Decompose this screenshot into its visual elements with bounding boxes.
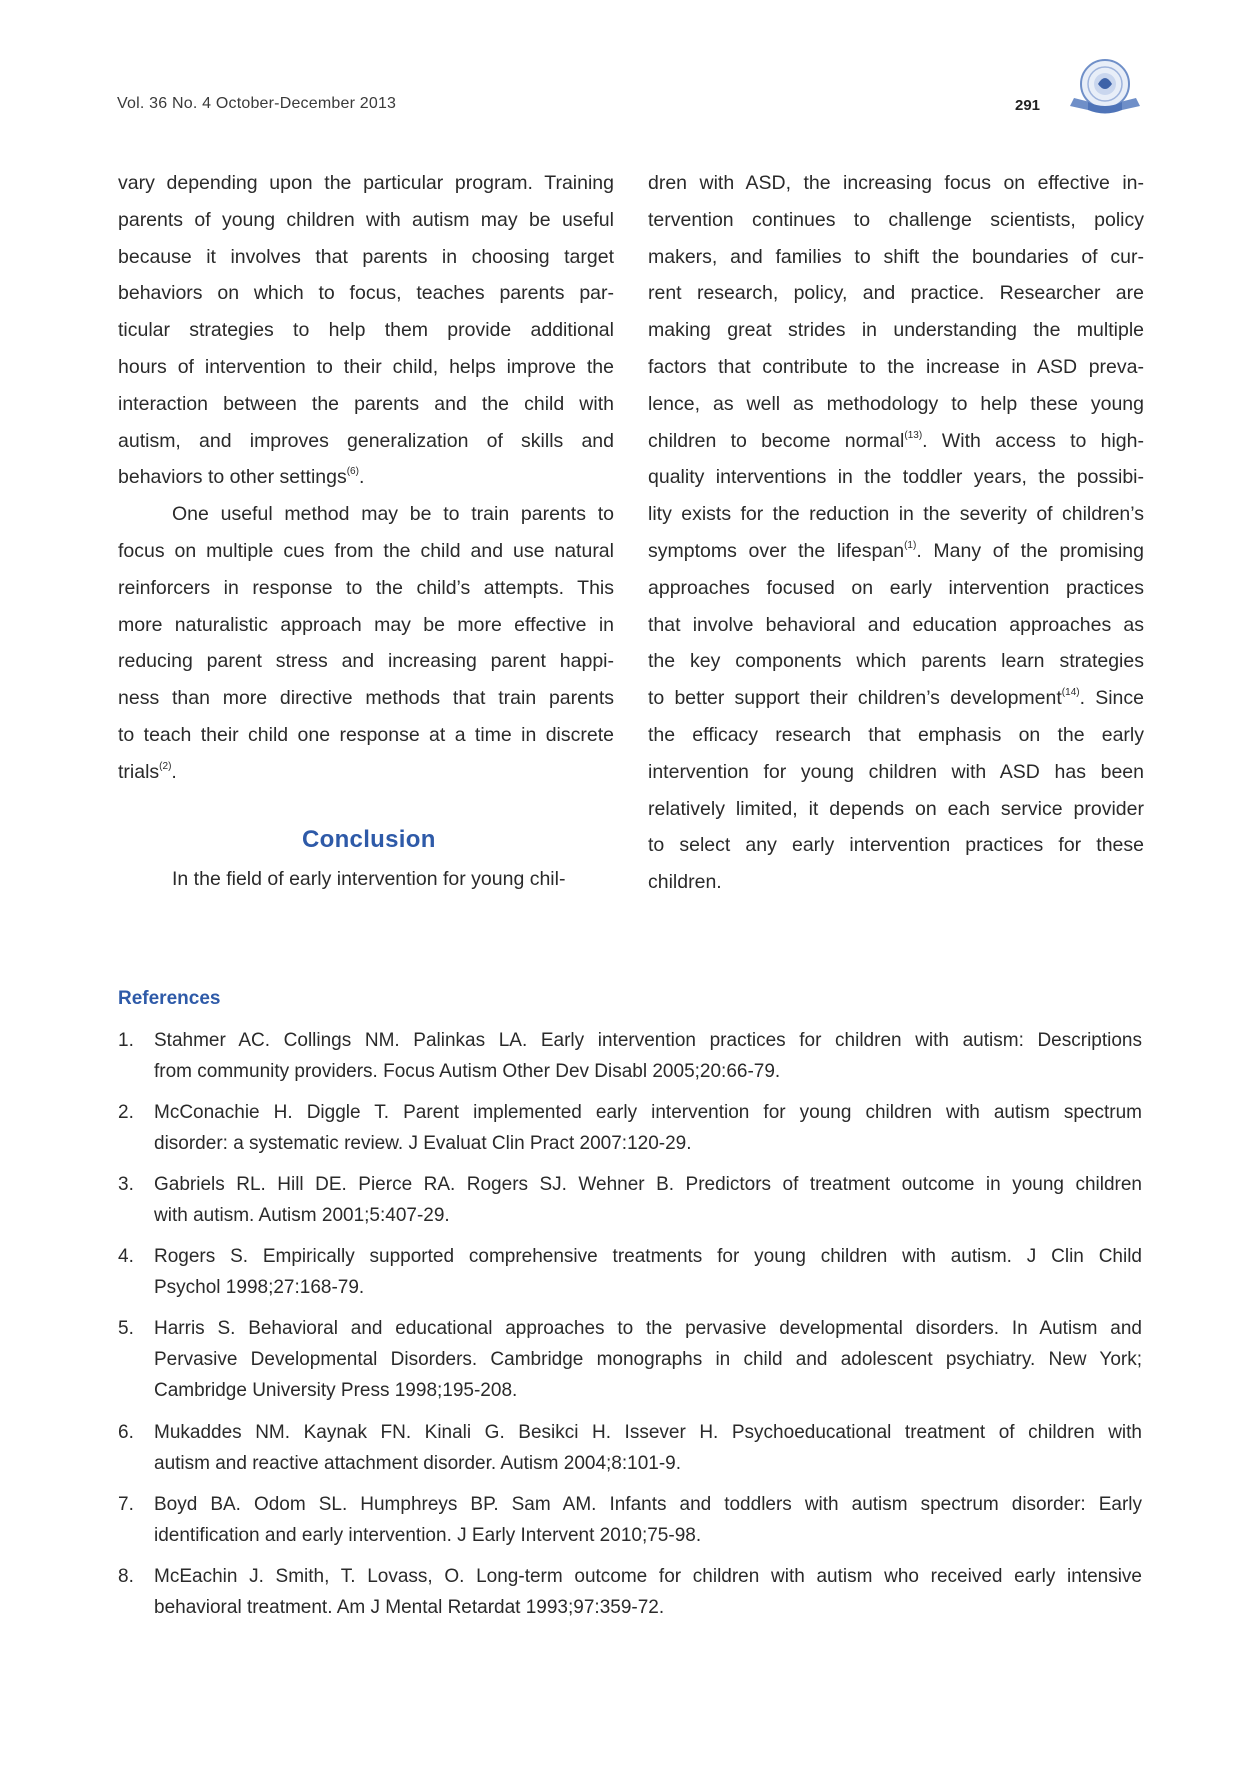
left-column — [118, 165, 614, 791]
text-line: intervention for young children with ASD has been — [648, 760, 1144, 783]
reference-number: 4. — [118, 1246, 134, 1267]
text-line — [648, 680, 1144, 717]
reference-number: 8. — [118, 1566, 134, 1587]
reference-text — [154, 1561, 1142, 1623]
text-line: more naturalistic approach may be more effective in — [118, 613, 614, 636]
text-line: autism, and improves generalization of skills and — [118, 429, 614, 452]
text-fragment: trials — [118, 760, 160, 783]
text-line: ticular strategies to help them provide additional — [118, 319, 614, 342]
journal-issue-header: Vol. 36 No. 4 October-December 2013 — [117, 95, 397, 112]
text-line: ness than more directive methods that train parents — [118, 687, 614, 710]
reference-text — [154, 1241, 1142, 1303]
text-fragment: . Many of the promising — [916, 539, 1144, 562]
text-line: lence, as well as methodology to help these young — [648, 392, 1144, 415]
citation-superscript: (6) — [346, 466, 359, 478]
text-line: dren with ASD, the increasing focus on effective in- — [648, 172, 1144, 194]
reference-text — [154, 1097, 1142, 1159]
text-line: making great strides in understanding the multiple — [648, 319, 1144, 342]
text-fragment: symptoms over the lifespan — [648, 539, 905, 562]
text-line: to teach their child one response at a time in discrete — [118, 723, 614, 746]
conclusion-heading: Conclusion — [302, 826, 436, 853]
text-line: interaction between the parents and the child with — [118, 392, 614, 415]
reference-line: Mukaddes NM. Kaynak FN. Kinali G. Besikci H. Issever H. Psychoeducational treatment of children with — [154, 1422, 1142, 1443]
reference-line: McConachie H. Diggle T. Parent implemented early intervention for young children with autism spectrum — [154, 1102, 1142, 1123]
text-line: factors that contribute to the increase in ASD preva- — [648, 355, 1144, 378]
text-line: hours of intervention to their child, helps improve the — [118, 355, 614, 378]
text-line: focus on multiple cues from the child and use natural — [118, 539, 614, 562]
citation-superscript: (2) — [159, 760, 172, 772]
reference-number: 3. — [118, 1174, 134, 1195]
text-line: to select any early intervention practices for these — [648, 834, 1144, 857]
citation-superscript: (1) — [904, 539, 917, 551]
citation-superscript: (14) — [1061, 687, 1080, 699]
reference-line: Gabriels RL. Hill DE. Pierce RA. Rogers SJ. Wehner B. Predictors of treatment outcome in young children — [154, 1174, 1142, 1195]
text-line: vary depending upon the particular program. Training — [118, 172, 614, 194]
reference-line: autism and reactive attachment disorder. Autism 2004;8:101-9. — [154, 1453, 682, 1474]
reference-line: with autism. Autism 2001;5:407-29. — [154, 1205, 450, 1226]
reference-text — [154, 1417, 1142, 1479]
text-line: relatively limited, it depends on each service provider — [648, 797, 1144, 820]
conclusion-paragraph — [118, 861, 614, 898]
reference-line: from community providers. Focus Autism Other Dev Disabl 2005;20:66-79. — [154, 1061, 781, 1082]
reference-number: 7. — [118, 1494, 134, 1515]
reference-number: 2. — [118, 1102, 134, 1123]
citation-superscript: (13) — [904, 429, 923, 441]
reference-line: Cambridge University Press 1998;195-208. — [154, 1380, 518, 1401]
text-line: tervention continues to challenge scientists, policy — [648, 208, 1144, 231]
text-line: behaviors to other settings$^{(6)}$. — [118, 466, 365, 489]
reference-line: McEachin J. Smith, T. Lovass, O. Long-term outcome for children with autism who received early intensive — [154, 1566, 1142, 1587]
text-line: that involve behavioral and education approaches as — [648, 613, 1144, 636]
text-fragment: behaviors to other settings — [118, 466, 347, 489]
reference-number: 5. — [118, 1318, 134, 1339]
text-line: reinforcers in response to the child’s attempts. This — [118, 576, 614, 599]
reference-line: behavioral treatment. Am J Mental Retardat 1993;97:359-72. — [154, 1597, 665, 1618]
text-line: makers, and families to shift the boundaries of cur- — [648, 245, 1144, 268]
text-line: approaches focused on early intervention practices — [648, 576, 1144, 599]
page-number: 291 — [1015, 97, 1041, 114]
references-heading: References — [118, 988, 221, 1009]
reference-line: Psychol 1998;27:168-79. — [154, 1277, 365, 1298]
text-fragment: . Since — [1079, 687, 1144, 710]
journal-seal-icon — [1060, 54, 1150, 124]
text-line: lity exists for the reduction in the severity of children’s — [648, 503, 1144, 526]
right-column — [648, 165, 1144, 901]
paragraph-useful-method — [118, 496, 614, 790]
reference-text — [154, 1313, 1142, 1406]
text-line: rent research, policy, and practice. Researcher are — [648, 282, 1144, 305]
text-line: trials$^{(2)}$. — [118, 760, 177, 783]
text-line — [648, 423, 1144, 460]
reference-line: Rogers S. Empirically supported comprehensive treatments for young children with autism. J Clin Child — [154, 1246, 1142, 1267]
reference-line: Boyd BA. Odom SL. Humphreys BP. Sam AM. Infants and toddlers with autism spectrum disorder: Early — [154, 1494, 1142, 1515]
text-line: children. — [648, 871, 722, 894]
text-line: One useful method may be to train parents to — [172, 503, 614, 526]
text-line — [648, 533, 1144, 570]
reference-line: Pervasive Developmental Disorders. Cambridge monographs in child and adolescent psychiatry. New York; — [154, 1349, 1142, 1370]
text-line: In the field of early intervention for young chil- — [172, 868, 566, 890]
reference-line: Harris S. Behavioral and educational approaches to the pervasive developmental disorders. In Autism and — [154, 1318, 1142, 1339]
paragraph-parent-training — [118, 165, 614, 496]
text-fragment: . With access to high- — [922, 429, 1144, 452]
text-line: quality interventions in the toddler years, the possibi- — [648, 466, 1144, 489]
reference-line: identification and early intervention. J Early Intervent 2010;75-98. — [154, 1525, 702, 1546]
text-line: because it involves that parents in choosing target — [118, 245, 614, 268]
reference-line: disorder: a systematic review. J Evaluat Clin Pract 2007:120-29. — [154, 1133, 692, 1154]
reference-line: Stahmer AC. Collings NM. Palinkas LA. Early intervention practices for children with autism: Descriptions — [154, 1030, 1142, 1051]
text-line: the efficacy research that emphasis on the early — [648, 723, 1144, 746]
text-line: behaviors on which to focus, teaches parents par- — [118, 282, 614, 305]
text-fragment: children to become normal — [648, 429, 905, 452]
reference-number: 1. — [118, 1030, 134, 1051]
reference-text — [154, 1489, 1142, 1551]
text-fragment: to better support their children’s development — [648, 687, 1062, 710]
text-line: reducing parent stress and increasing parent happi- — [118, 650, 614, 673]
reference-text — [154, 1025, 1142, 1087]
text-line: parents of young children with autism may be useful — [118, 208, 614, 231]
reference-text — [154, 1169, 1142, 1231]
text-line: the key components which parents learn strategies — [648, 650, 1144, 673]
reference-number: 6. — [118, 1422, 134, 1443]
